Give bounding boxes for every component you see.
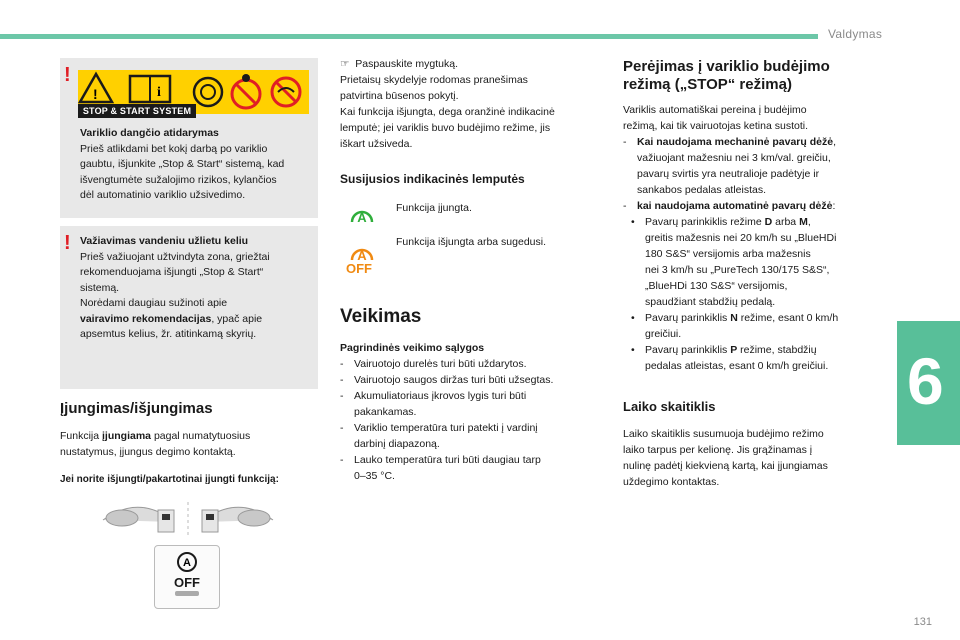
condition-text: darbinį diapazoną. <box>354 438 440 450</box>
col2-line: Kai funkcija išjungta, dega oranžinė indikacinė <box>340 106 555 118</box>
lamp-on-text: Funkcija įjungta. <box>396 202 472 214</box>
sub-text: , <box>807 216 811 228</box>
condition-text: Vairuotojo saugos diržas turi būti užsegtas. <box>354 374 554 386</box>
svg-text:!: ! <box>93 86 98 102</box>
onoff-text: nustatymus, įjungus degimo kontaktą. <box>60 446 236 458</box>
manual-bold: Kai naudojama mechaninė pavarų dėžė <box>637 136 834 148</box>
condition-item: - Variklio temperatūra turi patekti į vardinį darbinį diapazoną. <box>340 422 538 450</box>
stop-start-badge: STOP & START SYSTEM <box>78 104 196 118</box>
standby-line: Variklis automatiškai pereina į budėjimo <box>623 104 807 116</box>
condition-text: Akumuliatoriaus įkrovos lygis turi būti <box>354 390 527 402</box>
sub-text: režime, stabdžių <box>737 344 817 356</box>
warning1-line: gaubtu, išjunkite „Stop & Start“ sistemą, kad <box>80 158 285 170</box>
chapter-number: 6 <box>907 344 944 418</box>
svg-text:A: A <box>357 210 367 225</box>
chapter-tab <box>897 321 960 445</box>
sub-text: Pavarų parinkiklis <box>645 344 731 356</box>
warning1-line: dėl automatinio variklio užsivedimo. <box>80 189 246 201</box>
svg-text:A: A <box>183 557 191 569</box>
counter-line: laiko tarpus per kelionę. Jis grąžinamas į <box>623 444 813 456</box>
sub-bold: N <box>730 312 738 324</box>
standby-heading <box>623 58 830 94</box>
lamp-off-label: OFF <box>346 261 372 276</box>
warning2-line: Norėdami daugiau sužinoti apie <box>80 297 228 309</box>
warning1-line: Prieš atlikdami bet kokį darbą po variklio <box>80 142 268 155</box>
condition-item: - Vairuotojo saugos diržas turi būti užsegtas. <box>340 374 554 386</box>
svg-text:A: A <box>357 248 367 263</box>
sub-text: Pavarų parinkiklis <box>645 312 731 324</box>
warning2-line: Prieš važiuojant užtvindyta zona, griežtai <box>80 250 270 263</box>
condition-text: 0–35 °C. <box>354 470 395 482</box>
warning2-ref-after: , ypač apie <box>211 312 263 325</box>
standby-line: režimą, kai tik vairuotojas ketina sustoti. <box>623 120 808 132</box>
sub-line: nei 3 km/h su „PureTech 130/175 S&S“, <box>645 264 830 276</box>
warning2-line: apsemtus kelius, žr. atitinkamą skyrių. <box>80 328 257 340</box>
sub-text: režime, esant 0 km/h <box>737 312 839 324</box>
warning-icon: ! <box>64 64 71 86</box>
standby-line: pavarų svirtis yra neutralioje padėtyje ir <box>637 168 820 180</box>
sub-line: greitis mažesnis nei 20 km/h su „BlueHDi <box>645 232 837 244</box>
stop-start-off-lamp-icon <box>344 240 380 285</box>
auto-bold: kai naudojama automatinė pavarų dėžė <box>637 200 833 212</box>
auto-gearbox-item: - kai naudojama automatinė pavarų dėžė: <box>623 200 836 212</box>
stop-start-off-button[interactable] <box>154 545 220 609</box>
sub-line: spaudžiant stabdžių pedalą. <box>645 296 776 308</box>
condition-item: - Akumuliatoriaus įkrovos lygis turi būti pakankamas. <box>340 390 527 418</box>
counter-line: uždegimo kontaktas. <box>623 476 720 488</box>
standby-heading-line: režimą („STOP“ režimą) <box>623 76 792 93</box>
warning2-title: Važiavimas vandeniu užlietu keliu <box>80 235 249 247</box>
warning2-ref-line <box>80 312 316 328</box>
onoff-instruction: Jei norite išjungti/pakartotinai įjungti funkciją: <box>60 474 279 485</box>
onoff-paragraph <box>60 428 320 460</box>
svg-text:i: i <box>157 85 161 100</box>
press-button-text <box>340 56 598 152</box>
warning1-line: išvengtumėte sužalojimo rizikos, kylančios <box>80 173 277 186</box>
sub-bold: P <box>730 344 738 356</box>
warning2-text <box>80 234 316 343</box>
warning1-title: Variklio dangčio atidarymas <box>80 127 219 139</box>
sub-line: pedalas atleistas, esant 0 km/h greičiui. <box>645 360 829 372</box>
sub-line: greičiui. <box>645 328 682 340</box>
standby-line: važiuojant mažesniu nei 3 km/val. greičiu, <box>637 152 831 164</box>
operation-subheading: Pagrindinės veikimo sąlygos <box>340 342 485 354</box>
onoff-bold: įjungiama <box>102 430 152 442</box>
button-off-label: OFF <box>174 575 200 590</box>
auto-sub-item: • Pavarų parinkiklis režime D arba M, greitis mažesnis nei 20 km/h su „BlueHDi 180 S&S“ versijomis arba mažesnis nei 3 km/h su „PureTech 130/175 S&S“, „BlueHDi 130 S&S“ versijomis, spaudžiant stabdžių pedalą. <box>631 216 837 308</box>
dashboard-illustration <box>98 500 278 545</box>
auto-sub-item: • Pavarų parinkiklis P režime, stabdžių pedalas atleistas, esant 0 km/h greičiui. <box>631 344 829 372</box>
press-line: Paspauskite mygtuką. <box>355 58 458 70</box>
warning2-line: rekomenduojama išjungti „Stop & Start“ <box>80 266 264 278</box>
onoff-text: Funkcija <box>60 430 103 442</box>
page-number: 131 <box>913 616 932 628</box>
sub-text: Pavarų parinkiklis režime <box>645 216 765 228</box>
sub-bold: D <box>764 216 773 228</box>
col2-line: Prietaisų skydelyje rodomas pranešimas <box>340 74 528 86</box>
counter-heading: Laiko skaitiklis <box>623 399 716 414</box>
counter-line: nulinę padėtį kiekvieną kartą, kai įjungiamas <box>623 460 828 472</box>
header-rule <box>0 34 818 39</box>
operation-conditions <box>340 340 605 484</box>
lamp-off-text: Funkcija išjungta arba sugedusi. <box>396 236 547 248</box>
col2-line: lemputė; jei variklis buvo budėjimo režime, jis <box>340 122 551 134</box>
sub-text: arba <box>772 216 800 228</box>
auto-after: : <box>832 200 836 212</box>
col2-line: patvirtina būsenos pokytį. <box>340 90 459 102</box>
condition-text: Variklio temperatūra turi patekti į vardinį <box>354 422 538 434</box>
warning2-line: sistemą. <box>80 281 120 294</box>
condition-text: pakankamas. <box>354 406 417 418</box>
standby-line: sankabos pedalas atleistas. <box>637 184 766 196</box>
condition-text: Vairuotojo durelės turi būti uždarytos. <box>354 358 527 370</box>
counter-body <box>623 426 895 490</box>
manual-after: , <box>833 136 836 148</box>
condition-item: - Lauko temperatūra turi būti daugiau tarp 0–35 °C. <box>340 454 541 482</box>
warning-icon: ! <box>64 232 71 254</box>
lamps-heading: Susijusios indikacinės lemputės <box>340 172 525 186</box>
sub-line: 180 S&S“ versijomis arba mažesnis <box>645 248 811 260</box>
stop-start-on-lamp-icon <box>344 200 380 235</box>
sub-bold: M <box>799 216 808 228</box>
onoff-text: pagal numatytuosius <box>151 430 251 442</box>
warning2-ref: vairavimo rekomendacijas <box>80 312 212 325</box>
auto-sub-item: • Pavarų parinkiklis N režime, esant 0 km/h greičiui. <box>631 312 839 340</box>
section-title: Valdymas <box>828 27 883 41</box>
warning1-text <box>80 126 316 204</box>
standby-heading-line: Perėjimas į variklio budėjimo <box>623 58 830 75</box>
condition-item: - Vairuotojo durelės turi būti uždarytos. <box>340 358 527 370</box>
manual-gearbox-item: - Kai naudojama mechaninė pavarų dėžė, važiuojant mažesniu nei 3 km/val. greičiu, pavarų svirtis yra neutralioje padėtyje ir sankabos pedalas atleistas. <box>623 136 836 196</box>
pointing-hand-icon: ☞ <box>340 58 350 70</box>
operation-heading: Veikimas <box>340 306 422 327</box>
col2-line: iškart užsiveda. <box>340 138 413 150</box>
onoff-heading: Įjungimas/išjungimas <box>60 400 213 417</box>
sub-line: „BlueHDi 130 S&S“ versijomis, <box>645 280 788 292</box>
counter-line: Laiko skaitiklis susumuoja budėjimo režimo <box>623 428 824 440</box>
standby-body <box>623 102 895 374</box>
condition-text: Lauko temperatūra turi būti daugiau tarp <box>354 454 541 466</box>
